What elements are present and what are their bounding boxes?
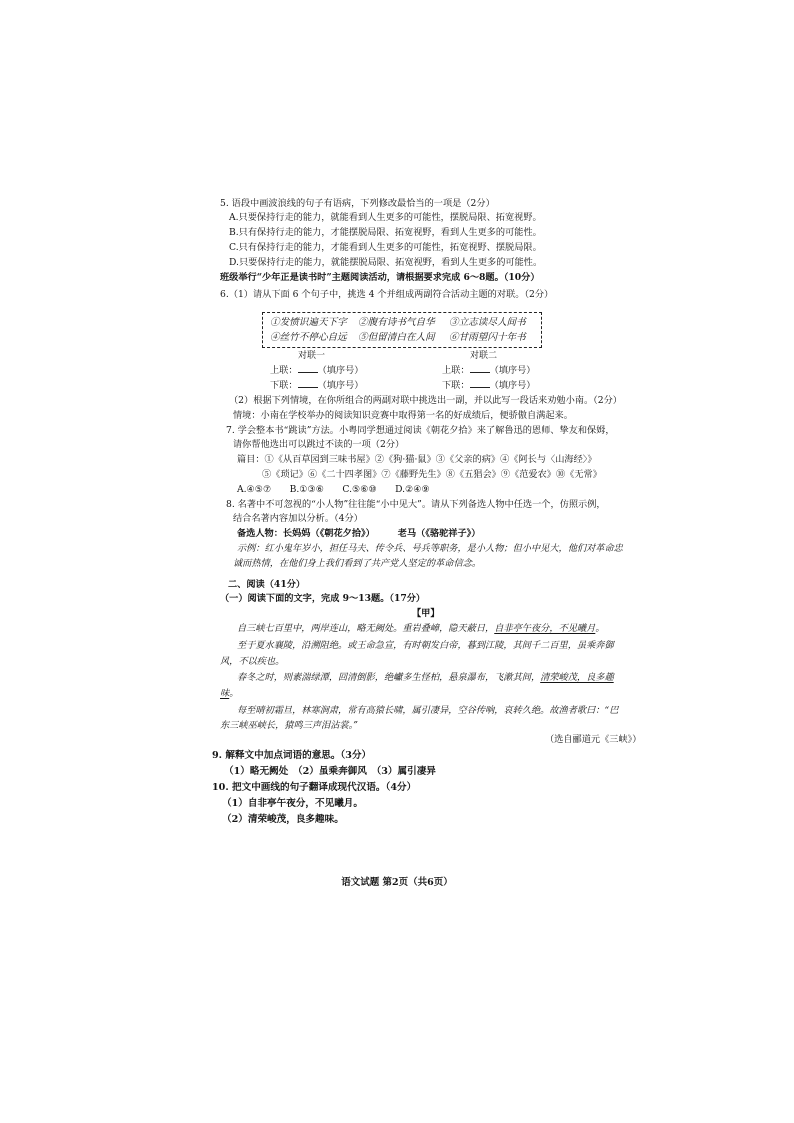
- underlined-sentence-2: 清荣峻茂，良多趣: [540, 672, 614, 683]
- fill-hint: （填序号）: [317, 365, 364, 376]
- passage-para-4a: 每至晴初霜旦，林寒涧肃，常有高猿长啸，属引凄异，空谷传响，哀转久绝。故渔者歌曰：“巴: [237, 705, 619, 716]
- couplet-cell-6: ⑥甘雨望闪十年书: [449, 332, 526, 343]
- section2-sub: （一）阅读下面的文字，完成 9～13题。（17分）: [220, 593, 426, 604]
- para1-text: 自三峡七百里中，两岸连山，略无阙处。重岩叠嶂，隐天蔽日，: [237, 623, 495, 634]
- answer-blank[interactable]: [470, 378, 490, 388]
- answer-blank[interactable]: [298, 363, 318, 373]
- q10-sentence-2: （2）清荣峻茂，良多趣味。: [222, 814, 344, 825]
- couplet2-label: 对联二: [470, 351, 498, 361]
- q8-example-1: 示例：红小鬼年岁小，担任马夫、传令兵、号兵等职务，是小人物；但小中见大，他们对革命忠: [237, 543, 623, 554]
- fill-hint: （填序号）: [489, 365, 536, 376]
- passage-para-2b: 风，不以疾也。: [220, 656, 285, 667]
- section2-title: 二、阅读（41分）: [228, 579, 306, 590]
- passage-source: （选自郦道元《三峡》）: [545, 734, 642, 745]
- q8-stem-2: 结合名著内容加以分析。（4分）: [233, 513, 363, 524]
- q5-stem: 5. 语段中画波浪线的句子有语病，下列修改最恰当的一项是（2分）: [220, 198, 495, 209]
- q5-option-d: D.只要保持行走的能力，就能摆脱局限、拓宽视野，看到人生更多的可能性。: [229, 257, 543, 268]
- lower-label: 下联：: [442, 380, 470, 391]
- q9-stem: 9. 解释文中加点词语的意思。（3分）: [212, 750, 372, 761]
- passage-para-3b: [220, 687, 238, 700]
- upper-label: 上联：: [442, 365, 470, 376]
- fill-hint: （填序号）: [489, 380, 536, 391]
- q8-candidates: 备选人物：长妈妈（《朝花夕拾》） 老马（《骆驼祥子》）: [237, 528, 481, 539]
- q9-items: （1）略无阙处 （2）虽乘奔御风 （3）属引凄异: [224, 766, 436, 777]
- couplet1-upper: [270, 363, 364, 377]
- q6-context: 情境：小南在学校举办的阅读知识竞赛中取得第一名的好成绩后，便骄傲自满起来。: [233, 410, 573, 421]
- punct: 。: [595, 623, 605, 634]
- couplet-cell-4: ④丝竹不停心自远: [270, 332, 347, 343]
- couplet1-lower: [270, 378, 364, 392]
- q5-option-c: C.只有保持行走的能力，才能看到人生更多的可能性，拓宽视野、摆脱局限。: [229, 242, 542, 253]
- couplet-cell-2: ②腹有诗书气自华: [358, 317, 435, 328]
- q8-example-2: 诚而热情，在他们身上我们看到了共产党人坚定的革命信念。: [233, 558, 482, 569]
- q7-list-1: 篇目：①《从百草园到三味书屋》②《狗·猫·鼠》③《父亲的病》④《阿长与〈山海经〉》: [237, 454, 597, 465]
- q7-list-2: ⑤《琐记》⑥《二十四孝图》⑦《藤野先生》⑧《五猖会》⑨《范爱农》⑩《无常》: [262, 469, 602, 480]
- q7-options: A.④⑤⑦ B.①③⑥ C.⑤⑥⑩ D.②④⑨: [237, 484, 430, 495]
- q6-part2: （2）根据下列情境，在你所组合的两副对联中挑选出一副，并以此写一段话来劝勉小南。（2分）: [229, 395, 622, 406]
- q8-stem-1: 8. 名著中不可忽视的“小人物”往往能“小中见大”。请从下列备选人物中任选一个，仿照示例，: [226, 499, 606, 510]
- answer-blank[interactable]: [470, 363, 490, 373]
- q10-sentence-1: （1）自非亭午夜分，不见曦月。: [222, 798, 363, 809]
- q7-stem-2: 请你帮他选出可以跳过不读的一项（2分）: [233, 439, 405, 450]
- couplet-cell-3: ③立志读尽人间书: [449, 317, 526, 328]
- couplet-cell-5: ⑤但留清白在人间: [358, 332, 435, 343]
- passage-para-4b: 东三峡巫峡长，猿鸣三声泪沾裳。”: [220, 720, 358, 731]
- activity-heading: 班级举行“少年正是读书时”主题阅读活动，请根据要求完成 6～8题。（10分）: [220, 272, 540, 283]
- fill-hint: （填序号）: [317, 380, 364, 391]
- q5-option-a: A.只要保持行走的能力，就能看到人生更多的可能性，摆脱局限、拓宽视野。: [229, 212, 542, 223]
- upper-label: 上联：: [270, 365, 298, 376]
- couplet2-lower: [442, 378, 536, 392]
- passage-para-2a: 至于夏水襄陵，沿溯阻绝。或王命急宣，有时朝发白帝，暮到江陵，其间千二百里，虽乘奔御: [237, 640, 614, 651]
- answer-blank[interactable]: [298, 378, 318, 388]
- underlined-sentence-2-end: 味: [220, 688, 230, 699]
- q7-stem-1: 7. 学会整本书“跳读”方法。小粤同学想通过阅读《朝花夕拾》来了解鲁迅的恩师、挚友和保姆，: [226, 425, 615, 436]
- couplet1-label: 对联一: [298, 351, 326, 361]
- lower-label: 下联：: [270, 380, 298, 391]
- para3-text: 春冬之时，则素湍绿潭，回清倒影，绝巘多生怪柏，悬泉瀑布，飞漱其间，: [237, 672, 541, 683]
- underlined-sentence-1: 自非亭午夜分，不见曦月: [494, 623, 596, 634]
- passage-jia-label: 【甲】: [412, 608, 440, 619]
- passage-para-3a: [237, 671, 614, 684]
- page-footer: 语文试题 第2页（共6页）: [341, 877, 453, 888]
- punct: 。: [229, 688, 239, 699]
- q6-stem: 6.（1）请从下面 6 个句子中，挑选 4 个并组成两副符合活动主题的对联。（2分）: [220, 289, 554, 300]
- couplet2-upper: [442, 363, 536, 377]
- couplet-cell-1: ①发愤识遍天下字: [270, 317, 347, 328]
- q5-option-b: B.只有保持行走的能力，才能摆脱局限、拓宽视野，看到人生更多的可能性。: [229, 227, 542, 238]
- passage-para-1: [237, 622, 605, 635]
- q10-stem: 10. 把文中画线的句子翻译成现代汉语。（4分）: [212, 782, 417, 793]
